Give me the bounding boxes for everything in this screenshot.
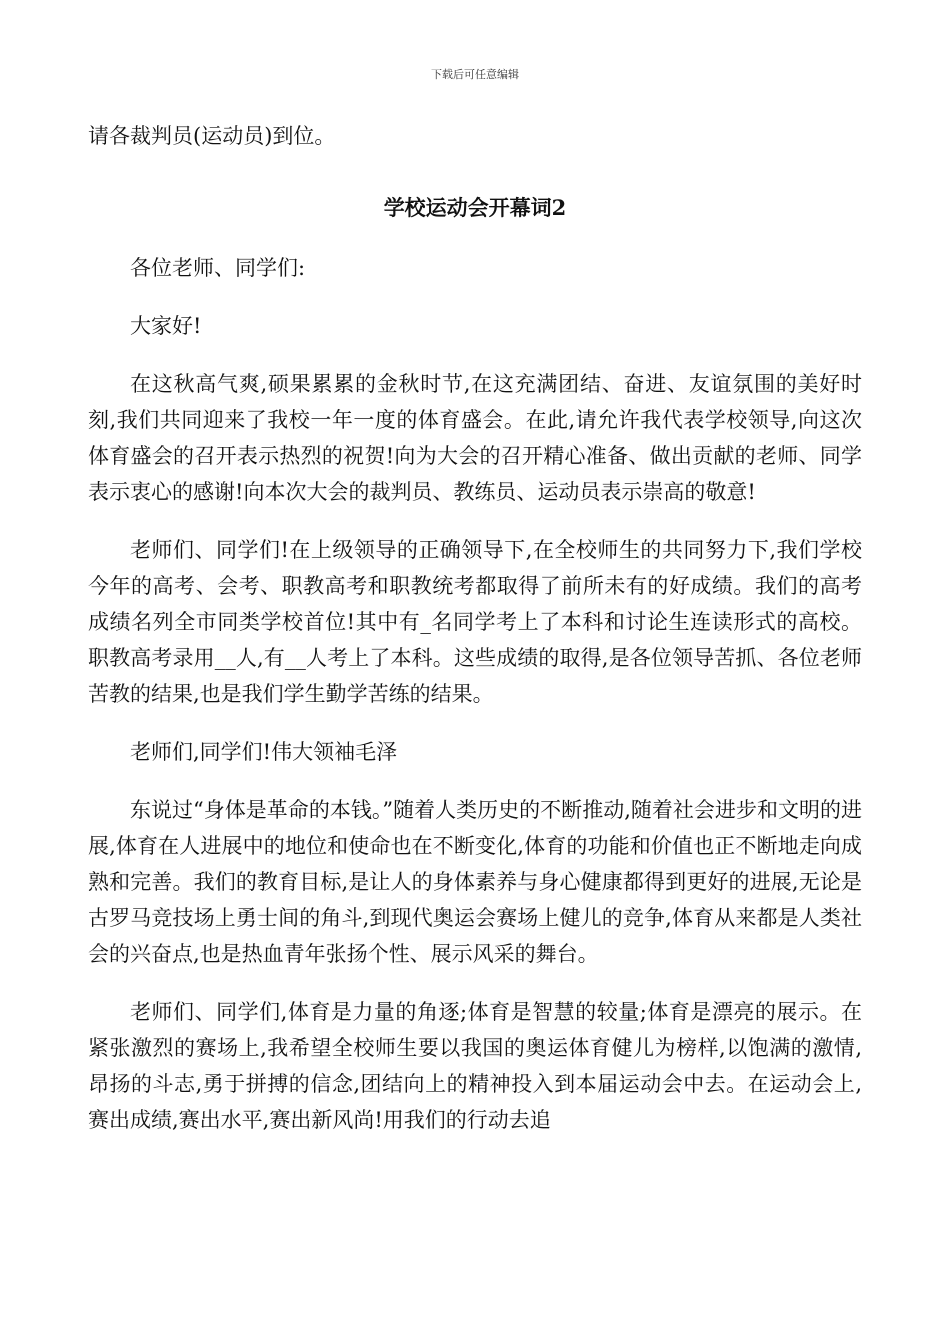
paragraph-quote-lead: 老师们,同学们!伟大领袖毛泽: [130, 740, 398, 764]
paragraph-opening: 在这秋高气爽,硕果累累的金秋时节,在这充满团结、奋进、友谊氛围的美好时刻,我们共同迎来了我校一年一度的体育盛会。在此,请允许我代表学校领导,向这次体育盛会的召开表示热烈的祝贺!向为大会的召开精心准备、做出贡献的老师、同学表示衷心的感谢!向本次大会的裁判员、教练员、运动员表示崇高的敬意!: [88, 372, 862, 504]
greeting-line: 各位老师、同学们:: [130, 256, 306, 280]
document-body: [88, 118, 862, 1160]
page-header-note: 下载后可任意编辑: [431, 68, 519, 81]
intro-line: 请各裁判员(运动员)到位。: [88, 124, 336, 148]
paragraph-achievements: 老师们、同学们!在上级领导的正确领导下,在全校师生的共同努力下,我们学校今年的高考、会考、职教高考和职教统考都取得了前所未有的好成绩。我们的高考成绩名列全市同类学校首位!其中有_名同学考上了本科和讨论生连读形式的高校。职教高考录用__人,有__人考上了本科。这些成绩的取得,是各位领导苦抓、各位老师苦教的结果,也是我们学生勤学苦练的结果。: [88, 538, 862, 706]
paragraph-sports-value: 东说过“身体是革命的本钱。”随着人类历史的不断推动,随着社会进步和文明的进展,体育在人进展中的地位和使命也在不断变化,体育的功能和价值也正不断地走向成熟和完善。我们的教育目标,是让人的身体素养与身心健康都得到更好的进展,无论是古罗马竞技场上勇士间的角斗,到现代奥运会赛场上健儿的竞争,体育从来都是人类社会的兴奋点,也是热血青年张扬个性、展示风采的舞台。: [88, 798, 862, 966]
paragraph-call-to-action: 老师们、同学们,体育是力量的角逐;体育是智慧的较量;体育是漂亮的展示。在紧张激烈的赛场上,我希望全校师生要以我国的奥运体育健儿为榜样,以饱满的激情,昂扬的斗志,勇于拼搏的信念,团结向上的精神投入到本届运动会中去。在运动会上,赛出成绩,赛出水平,赛出新风尚!用我们的行动去追: [88, 1000, 862, 1132]
document-title: 学校运动会开幕词2: [383, 195, 567, 220]
salutation-line: 大家好!: [130, 314, 202, 338]
